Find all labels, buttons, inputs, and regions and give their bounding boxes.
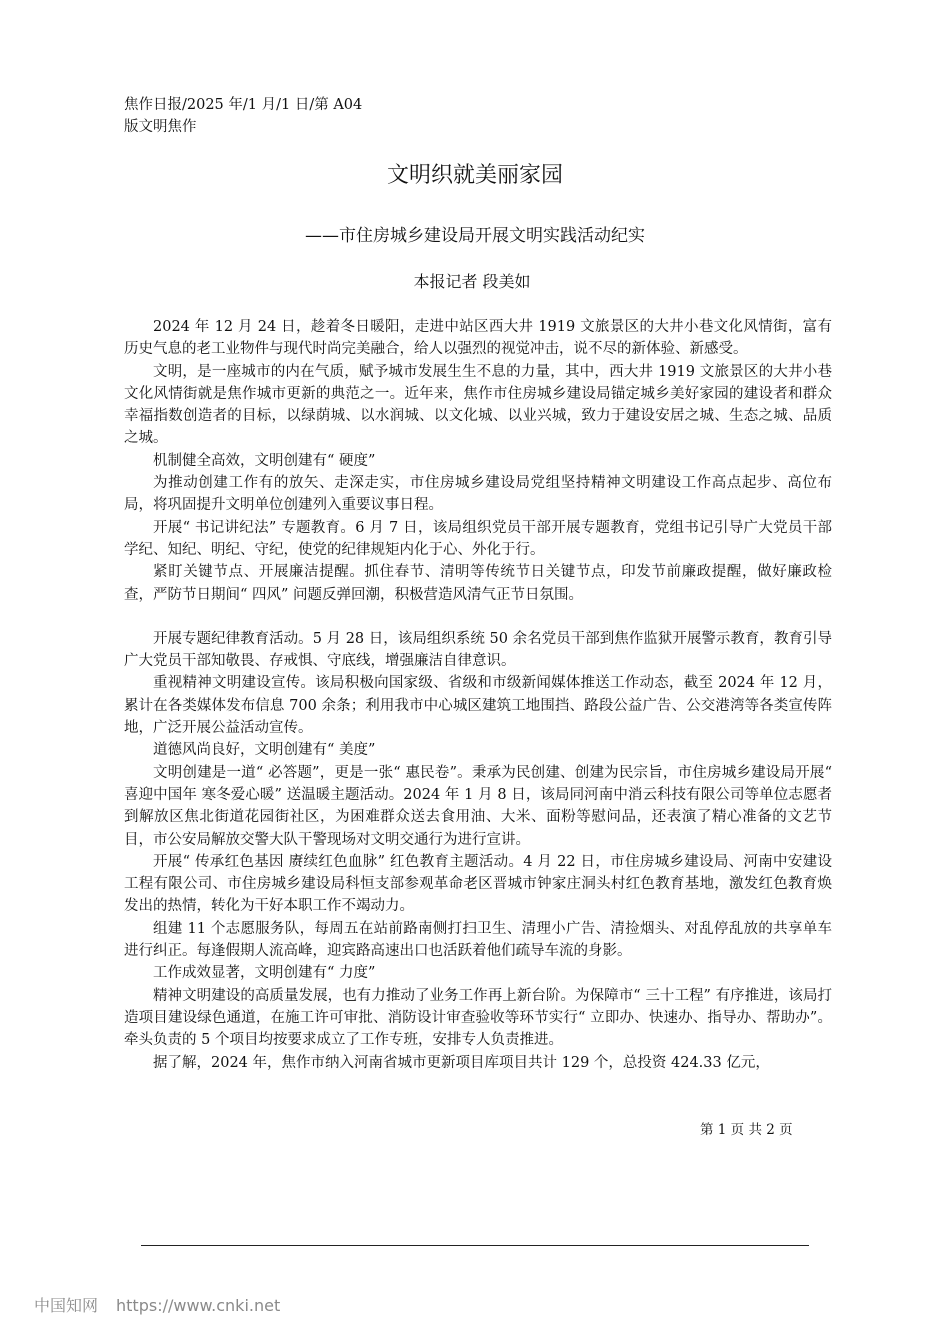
paragraph: 为推动创建工作有的放矢、走深走实，市住房城乡建设局党组坚持精神文明建设工作高点起步、高位布局，将巩固提升文明单位创建列入重要议事日程。 [124,475,832,514]
paragraph: 组建 11 个志愿服务队，每周五在站前路南侧打扫卫生、清理小广告、清捡烟头、对乱停乱放的共享单车进行纠正。每逢假期人流高峰，迎宾路高速出口也活跃着他们疏导车流的身影。 [124,920,832,960]
paragraph: 重视精神文明建设宣传。该局积极向国家级、省级和市级新闻媒体推送工作动态，截至 2024 年 12 月，累计在各类媒体发布信息 700 余条；利用我市中心城区建筑工地围挡、路段公益广告、公交港湾等各类宣传阵地，广泛开展公益活动宣传。 [124,675,832,737]
paragraph: 开展专题纪律教育活动。5 月 28 日，该局组织系统 50 余名党员干部到焦作监狱开展警示教育，教育引导广大党员干部知敬畏、存戒惧、守底线，增强廉洁自律意识。 [124,630,832,670]
footer [34,1294,434,1318]
paragraph: 2024 年 12 月 24 日，趁着冬日暖阳，走进中站区西大井 1919 文旅景区的大井小巷文化风情街，富有历史气息的老工业物件与现代时尚完美融合，给人以强烈的视觉冲击，说不尽的新体验、新感受。 [124,319,832,358]
article-subtitle: ——市住房城乡建设局开展文明实践活动纪实 [305,226,645,246]
footer-divider [141,1245,809,1246]
section-heading: 工作成效显著，文明创建有“ 力度” [153,965,376,982]
paragraph: 开展“ 传承红色基因 赓续红色血脉” 红色教育主题活动。4 月 22 日，市住房城乡建设局、河南中安建设工程有限公司、市住房城乡建设局科恒支部参观革命老区晋城市钟家庄洞头村红色教育基地，激发红色教育焕发出的热情，转化为干好本职工作不竭动力。 [124,853,832,915]
paragraph: 精神文明建设的高质量发展，也有力推动了业务工作再上新台阶。为保障市“ 三十工程” 有序推进，该局打造项目建设绿色通道，在施工许可审批、消防设计审查验收等环节实行“ 立即办、快速办、指导办、帮助办”。牵头负责的 5 个项目均按要求成立了工作专班，安排专人负责推进。 [124,987,832,1049]
paragraph: 据了解，2024 年，焦作市纳入河南省城市更新项目库项目共计 129 个，总投资 424.33 亿元， [153,1054,770,1071]
site-name: 中国知网 [34,1296,99,1315]
source-line-2: 版文明焦作 [124,119,197,135]
source-line-1: 焦作日报/2025 年/1 月/1 日/第 A04 [124,97,363,113]
article-title: 文明织就美丽家园 [386,163,563,188]
article-body [124,316,832,1074]
paragraph: 文明创建是一道“ 必答题”，更是一张“ 惠民卷”。秉承为民创建、创建为民宗旨，市住房城乡建设局开展“ 喜迎中国年 寒冬爱心暖” 送温暖主题活动。2024 年 1 月 8 日，该局同河南中消云科技有限公司等单位志愿者到解放区焦北街道花园街社区，为困难群众送去食用油、大米、面粉等慰问品，还表演了精心准备的文艺节目，市公安局解放交警大队干警现场对文明交通行为进行宣讲。 [124,764,832,848]
article-author: 本报记者 段美如 [413,272,531,291]
site-url[interactable]: https://www.cnki.net [116,1296,281,1315]
page-number: 第 1 页 共 2 页 [700,1122,793,1138]
section-heading: 机制健全高效，文明创建有“ 硬度” [153,452,376,469]
paragraph: 开展“ 书记讲纪法” 专题教育。6 月 7 日，该局组织党员干部开展专题教育，党组书记引导广大党员干部学纪、知纪、明纪、守纪，使党的纪律规矩内化于心、外化于行。 [124,519,832,558]
source-info [124,94,424,138]
section-heading: 道德风尚良好，文明创建有“ 美度” [153,742,376,759]
paragraph: 文明，是一座城市的内在气质，赋予城市发展生生不息的力量，其中，西大井 1919 文旅景区的大井小巷文化风情街就是焦作城市更新的典范之一。近年来，焦作市住房城乡建设局锚定城乡美好家园的建设者和群众幸福指数创造者的目标，以绿荫城、以水润城、以文化城、以业兴城，致力于建设安居之城、生态之城、品质之城。 [124,363,832,447]
paragraph: 紧盯关键节点、开展廉洁提醒。抓住春节、清明等传统节日关键节点，印发节前廉政提醒，做好廉政检查，严防节日期间“ 四风” 问题反弹回潮，积极营造风清气正节日氛围。 [124,564,832,603]
